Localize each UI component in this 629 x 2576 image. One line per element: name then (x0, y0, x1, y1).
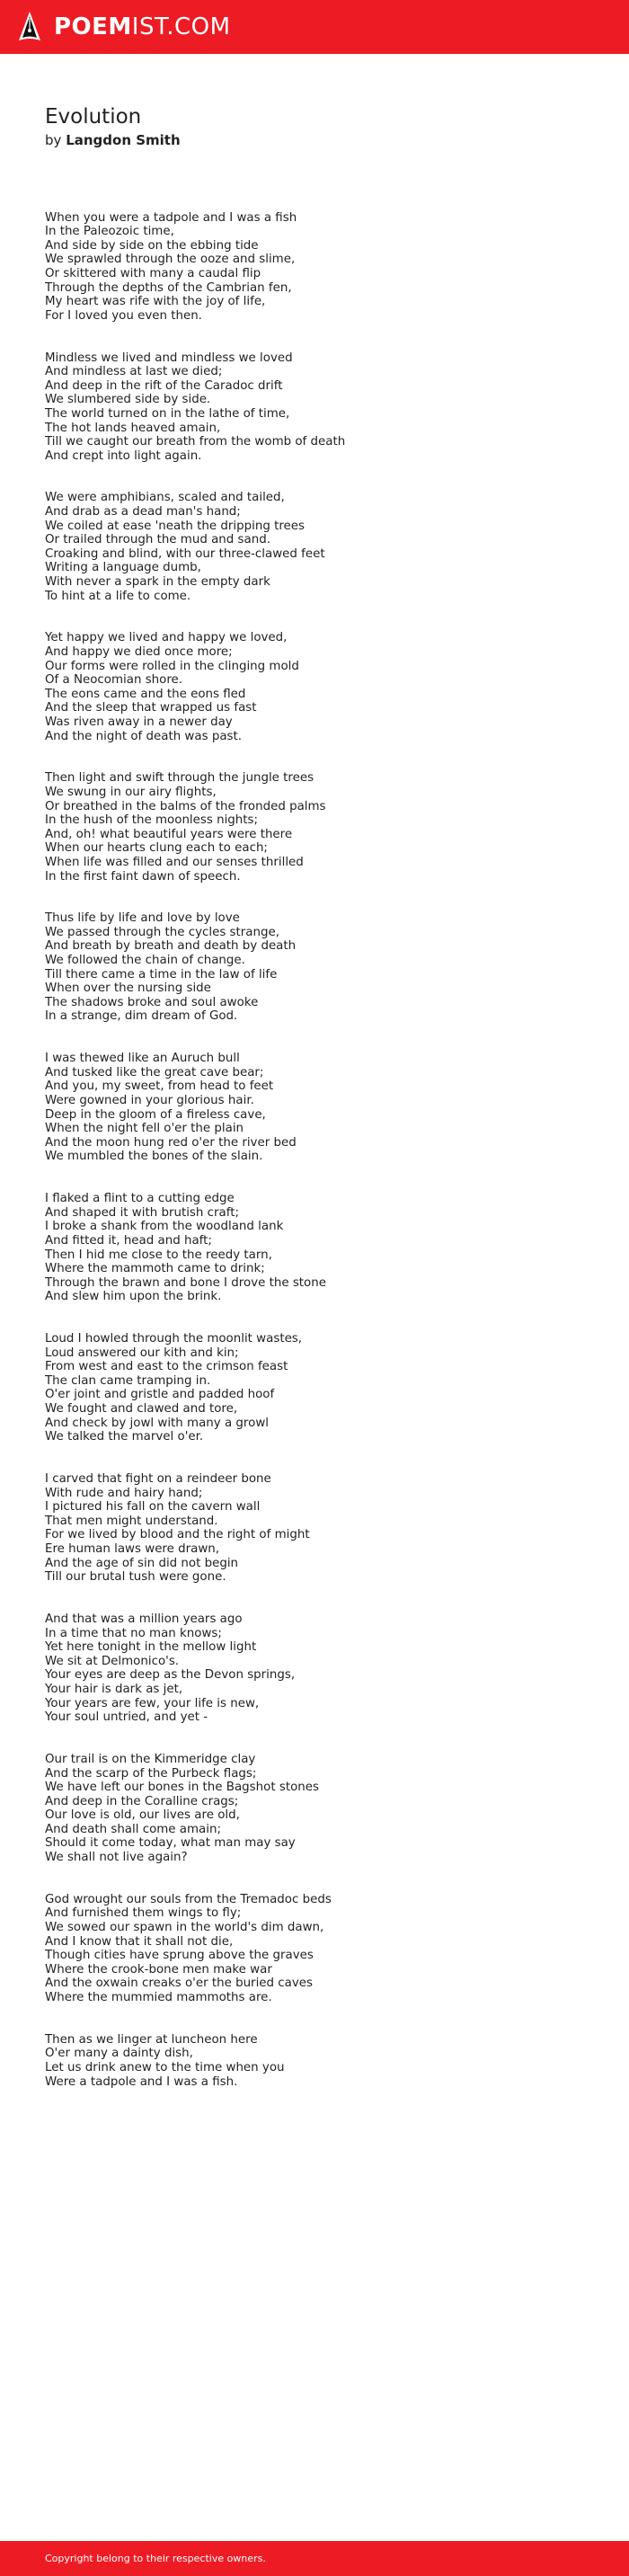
copyright-notice: Copyright belong to their respective owners. (45, 2553, 266, 2564)
author-name[interactable]: Langdon Smith (66, 132, 181, 148)
stanza: God wrought our souls from the Tremadoc beds And furnished them wings to fly; We sowed our spawn in the world's dim dawn, And I know that it shall not die, Though cities have sprung above the graves Where the crook-bone men make war And the oxwain creaks o'er the buried caves Where the mummied mammoths are. (45, 1892, 332, 2004)
stanza: And that was a million years ago In a time that no man knows; Yet here tonight in the mellow light We sit at Delmonico's. Your eyes are deep as the Devon springs, Your hair is dark as jet, Your years are few, your life is new, Your soul untried, and yet - (45, 1612, 296, 1725)
poem-title: Evolution (45, 105, 142, 129)
stanza: I carved that fight on a reindeer bone With rude and hairy hand; I pictured his fall on the cavern wall That men might understand. For we lived by blood and the right of might Ere human laws were drawn, And the age of sin did not begin Till our brutal tush were gone. (45, 1472, 310, 1585)
stanza: I was thewed like an Auruch bull And tusked like the great cave bear; And you, my sweet, from head to feet Were gowned in your glorious hair. Deep in the gloom of a fireless cave, When the night fell o'er the plain And the moon hung red o'er the river bed We mumbled the bones of the slain. (45, 1052, 297, 1164)
stanza: I flaked a flint to a cutting edge And shaped it with brutish craft; I broke a shank from the woodland lank And fitted it, head and haft; Then I hid me close to the reedy tarn, Where the mammoth came to drink; Through the brawn and bone I drove the stone And slew him upon the brink. (45, 1192, 326, 1304)
byline (45, 131, 181, 149)
poem-body (45, 197, 584, 2103)
byline-prefix: by (45, 132, 62, 148)
site-footer (0, 2541, 629, 2576)
stanza: Our trail is on the Kimmeridge clay And the scarp of the Purbeck flags; We have left our bones in the Bagshot stones And deep in the Coralline crags; Our love is old, our lives are old, And death shall come amain; Should it come today, what man may say We shall not live again? (45, 1752, 319, 1865)
logo-rest[interactable]: IST.COM (131, 13, 231, 40)
stanza: Then light and swift through the jungle trees We swung in our airy flights, Or breathed in the balms of the fronded palms In the hush of the moonless nights; And, oh! what beautiful years were there When our hearts clung each to each; When life was filled and our senses thrilled In the first faint dawn of speech. (45, 771, 326, 884)
stanza: Thus life by life and love by love We passed through the cycles strange, And breath by breath and death by death We followed the chain of change. Till there came a time in the law of life When over the nursing side The shadows broke and soul awoke In a strange, dim dream of God. (45, 911, 297, 1024)
stanza: Then as we linger at luncheon here O'er many a dainty dish, Let us drink anew to the time when you Were a tadpole and I was a fish. (45, 2032, 285, 2089)
stanza: When you were a tadpole and I was a fish In the Paleozoic time, And side by side on the ebbing tide We sprawled through the ooze and slime, Or skittered with many a caudal flip Through the depths of the Cambrian fen, My heart was rife with the joy of life, For I loved you even then. (45, 210, 297, 323)
stanza: We were amphibians, scaled and tailed, And drab as a dead man's hand; We coiled at ease 'neath the dripping trees Or trailed through the mud and sand. Croaking and blind, with our three-clawed feet Writing a language dumb, With never a spark in the empty dark To hint at a life to come. (45, 491, 325, 603)
site-logo[interactable] (54, 13, 231, 41)
site-header (0, 0, 629, 54)
stanza: Loud I howled through the moonlit wastes, Loud answered our kith and kin; From west and east to the crimson feast The clan came tramping in. O'er joint and gristle and padded hoof We fought and clawed and tore, And check by jowl with many a growl We talked the marvel o'er. (45, 1332, 303, 1444)
stanza: Mindless we lived and mindless we loved And mindless at last we died; And deep in the rift of the Caradoc drift We slumbered side by side. The world turned on in the lathe of time, The hot lands heaved amain, Till we caught our breath from the womb of death And crept into light again. (45, 351, 346, 463)
pen-nib-icon[interactable] (16, 11, 43, 43)
stanza: Yet happy we lived and happy we loved, And happy we died once more; Our forms were rolled in the clinging mold Of a Neocomian shore. The eons came and the eons fled And the sleep that wrapped us fast Was riven away in a newer day And the night of death was past. (45, 631, 299, 743)
logo-bold[interactable]: POEM (54, 13, 132, 40)
